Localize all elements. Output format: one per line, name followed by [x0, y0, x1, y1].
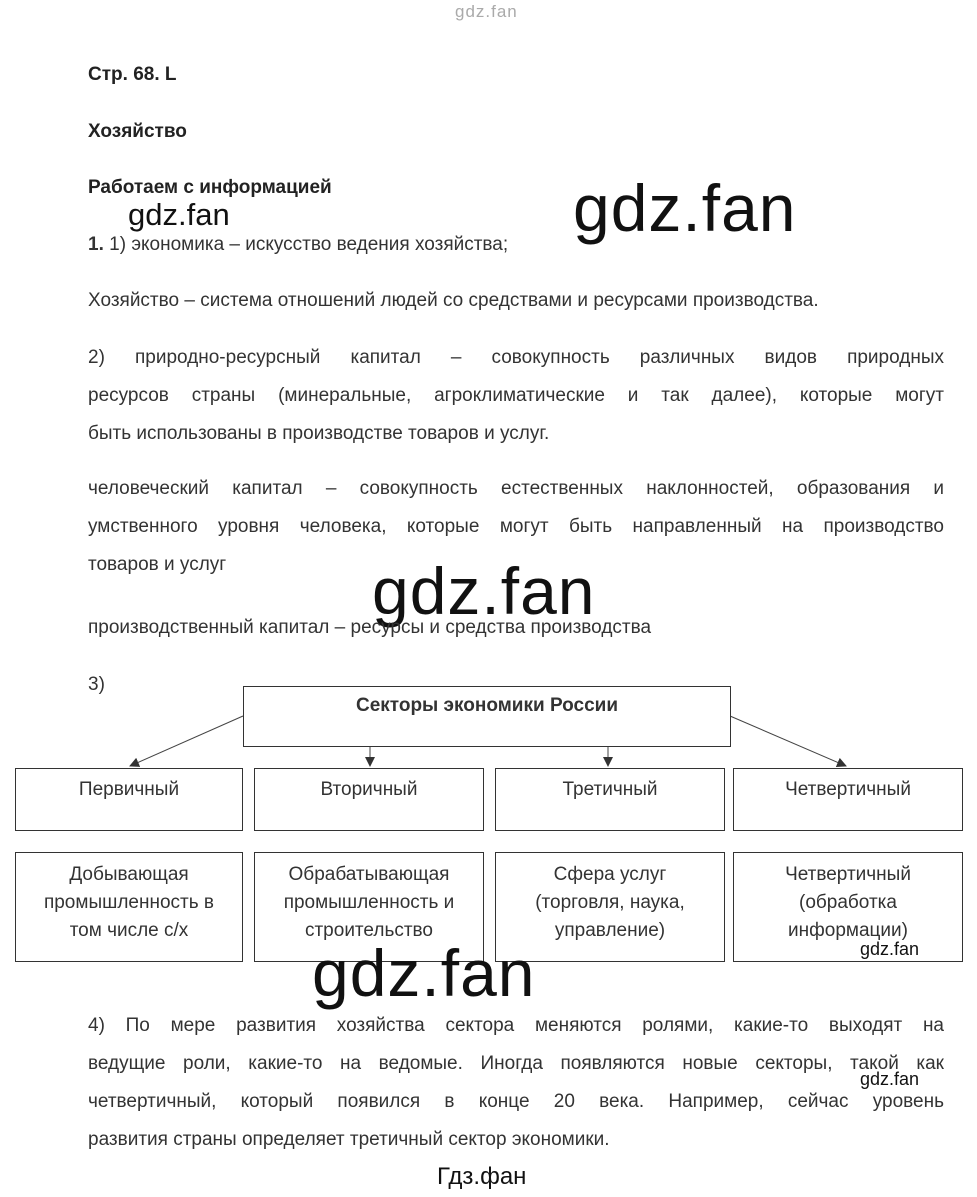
watermark-small-2: gdz.fan	[860, 1069, 920, 1089]
watermark-big-2: gdz.fan	[372, 554, 596, 628]
item-1b-text: Хозяйство – система отношений людей со средствами и ресурсами производства.	[88, 290, 819, 311]
task-number: 1.	[88, 234, 104, 255]
production-capital-text: производственный капитал – ресурсы и средства производства	[88, 617, 652, 638]
item-4-line-2: ведущие роли, какие-то на ведомые. Иногда появляются новые секторы, такой как	[88, 1053, 944, 1074]
sector-box-tertiary	[495, 768, 725, 831]
detail-quaternary-line: информации)	[788, 920, 908, 941]
detail-primary-line: промышленность в	[43, 892, 215, 913]
detail-secondary-line: Обрабатывающая	[288, 864, 450, 885]
page-title: Хозяйство	[88, 121, 187, 142]
sector-label-quaternary: Четвертичный	[785, 779, 911, 800]
detail-secondary-line: строительство	[304, 920, 433, 941]
section-subtitle: Работаем с информацией	[88, 177, 332, 198]
item-2-line-2: ресурсов страны (минеральные, агроклиматические и так далее), которые могут	[88, 385, 944, 406]
watermark-near-title: gdz.fan	[128, 197, 230, 232]
detail-primary-line: Добывающая	[69, 864, 189, 885]
item-4-line-1: 4) По мере развития хозяйства сектора меняются ролями, какие-то выходят на	[88, 1015, 944, 1036]
watermark-small-1: gdz.fan	[860, 939, 920, 959]
item-2-line-1: 2) природно-ресурсный капитал – совокупность различных видов природных	[88, 347, 944, 368]
item-2-line-3: быть использованы в производстве товаров и услуг.	[88, 423, 550, 444]
watermark-big-1: gdz.fan	[573, 171, 797, 245]
item-4-line-3: четвертичный, который появился в конце 20 века. Например, сейчас уровень	[88, 1091, 944, 1112]
item-1-text: 1) экономика – искусство ведения хозяйства;	[109, 234, 509, 255]
page-reference: Стр. 68. L	[88, 64, 177, 85]
human-line-2: умственного уровня человека, которые могут быть направленный на производство	[88, 516, 944, 537]
detail-primary-line: том числе с/х	[69, 920, 189, 941]
detail-quaternary-line: Четвертичный	[785, 864, 911, 885]
watermark-footer: Гдз.фан	[437, 1163, 527, 1190]
detail-tertiary-line: Сфера услуг	[553, 864, 667, 885]
detail-quaternary-line: (обработка	[799, 892, 897, 913]
sector-box-secondary	[254, 768, 484, 831]
sector-label-tertiary: Третичный	[562, 779, 658, 800]
item-3-label: 3)	[88, 674, 105, 695]
item-4-paragraph	[88, 1007, 944, 1159]
watermark-top: gdz.fan	[455, 2, 518, 21]
detail-box-quaternary	[733, 852, 963, 962]
sector-label-primary: Первичный	[78, 779, 180, 800]
detail-box-primary	[15, 852, 243, 962]
human-line-3: товаров и услуг	[88, 554, 227, 575]
detail-tertiary-line: управление)	[554, 920, 666, 941]
diagram-root-label: Секторы экономики России	[355, 695, 618, 716]
sector-box-quaternary	[733, 768, 963, 831]
watermark-big-3: gdz.fan	[312, 936, 536, 1010]
sector-box-primary	[15, 768, 243, 831]
human-line-1: человеческий капитал – совокупность естественных наклонностей, образования и	[88, 478, 944, 499]
detail-secondary-line: промышленность и	[283, 892, 455, 913]
sector-label-secondary: Вторичный	[320, 779, 418, 800]
detail-tertiary-line: (торговля, наука,	[535, 892, 685, 913]
item-4-line-4: развития страны определяет третичный сектор экономики.	[88, 1129, 610, 1150]
diagram-root-box	[243, 686, 731, 747]
